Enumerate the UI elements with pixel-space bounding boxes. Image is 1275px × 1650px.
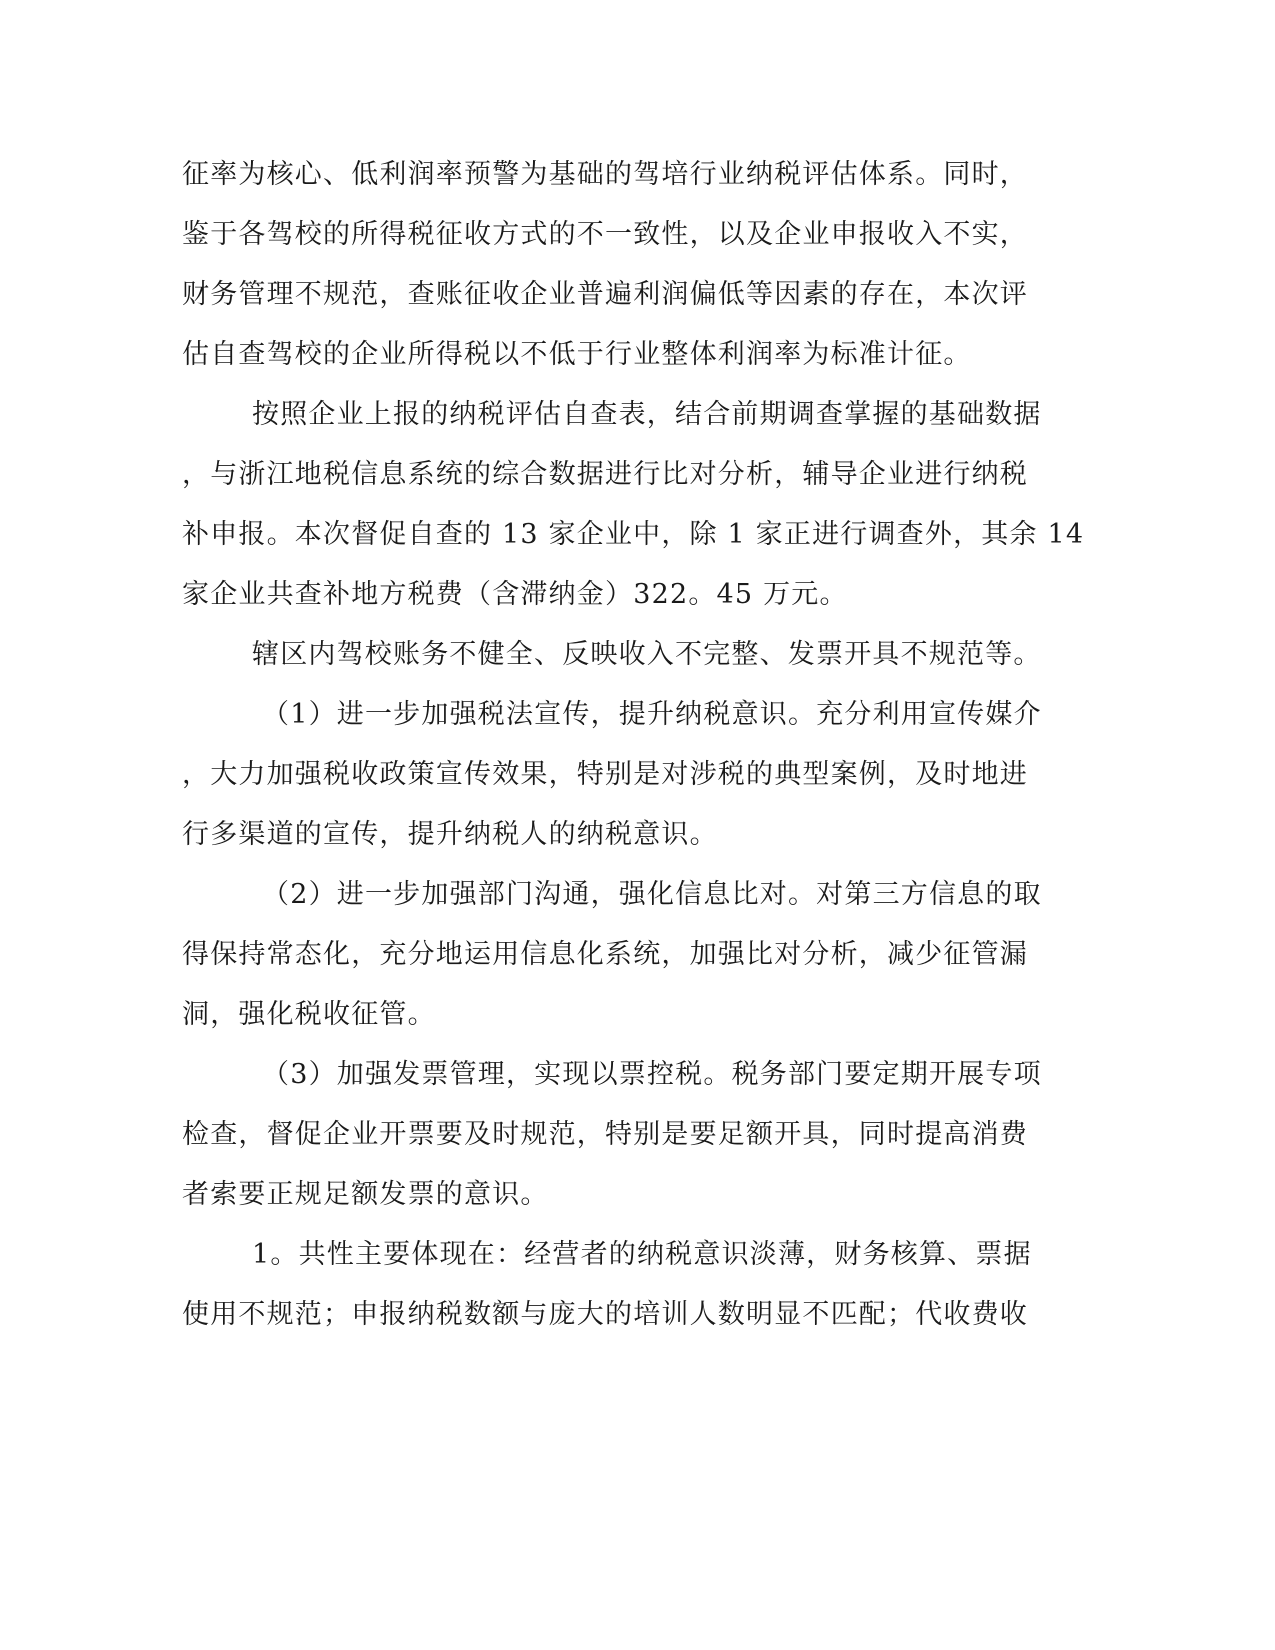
text-line: 者索要正规足额发票的意识。 [182, 1179, 549, 1210]
paragraph-start-line: 按照企业上报的纳税评估自查表，结合前期调查掌握的基础数据 [252, 399, 1042, 430]
text-line: 检查，督促企业开票要及时规范，特别是要足额开具，同时提高消费 [182, 1119, 1028, 1150]
text-line: 得保持常态化，充分地运用信息化系统，加强比对分析，减少征管漏 [182, 939, 1028, 970]
text-line: 估自查驾校的企业所得税以不低于行业整体利润率为标准计征。 [182, 339, 972, 370]
text-line: 财务管理不规范，查账征收企业普遍利润偏低等因素的存在，本次评 [182, 279, 1028, 310]
text-line: 征率为核心、低利润率预警为基础的驾培行业纳税评估体系。同时， [182, 159, 1028, 190]
text-line: 鉴于各驾校的所得税征收方式的不一致性，以及企业申报收入不实， [182, 219, 1028, 250]
paragraph-start-line: （3）加强发票管理，实现以票控税。税务部门要定期开展专项 [262, 1059, 1042, 1090]
text-line: 家企业共查补地方税费（含滞纳金）322。45 万元。 [182, 579, 848, 610]
text-line: 使用不规范；申报纳税数额与庞大的培训人数明显不匹配；代收费收 [182, 1299, 1028, 1330]
text-line: 行多渠道的宣传，提升纳税人的纳税意识。 [182, 819, 718, 850]
text-line: ，大力加强税收政策宣传效果，特别是对涉税的典型案例，及时地进 [182, 759, 1028, 790]
text-line: 补申报。本次督促自查的 13 家企业中，除 1 家正进行调查外，其余 14 [182, 519, 1085, 550]
text-line: 洞，强化税收征管。 [182, 999, 436, 1030]
paragraph-start-line: （1）进一步加强税法宣传，提升纳税意识。充分利用宣传媒介 [262, 699, 1042, 730]
paragraph-start-line: 1。共性主要体现在：经营者的纳税意识淡薄，财务核算、票据 [252, 1239, 1032, 1270]
text-line: ，与浙江地税信息系统的综合数据进行比对分析，辅导企业进行纳税 [182, 459, 1028, 490]
paragraph-start-line: （2）进一步加强部门沟通，强化信息比对。对第三方信息的取 [262, 879, 1042, 910]
paragraph-start-line: 辖区内驾校账务不健全、反映收入不完整、发票开具不规范等。 [252, 639, 1042, 670]
